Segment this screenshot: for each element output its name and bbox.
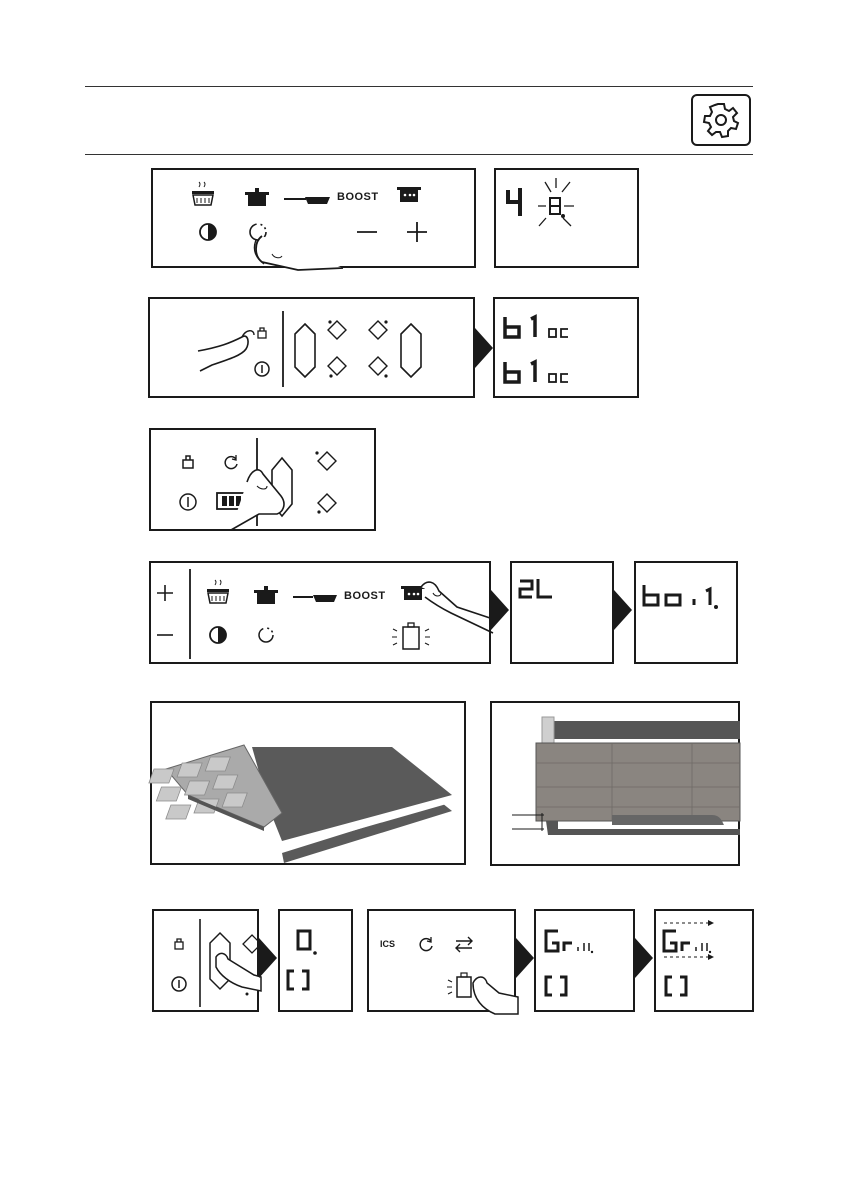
G-glyph — [546, 931, 558, 951]
arrow-right-icon — [635, 938, 655, 978]
lock-icon — [183, 456, 193, 468]
control-panel-row6a — [152, 909, 259, 1012]
one-glyph-2 — [531, 362, 535, 382]
digit-4 — [508, 188, 522, 216]
power-icon — [255, 362, 269, 376]
power-icon — [172, 977, 186, 991]
basket-icon — [207, 580, 229, 603]
tray-illustration — [490, 701, 740, 866]
zone-key-1 — [328, 321, 346, 339]
b-glyph-2 — [505, 362, 519, 382]
zone-key-2 — [318, 494, 336, 512]
display-row2 — [493, 297, 639, 398]
control-panel-row2 — [148, 297, 475, 398]
timer-icon — [210, 627, 226, 643]
refresh-icon — [225, 455, 237, 469]
control-panel-row3 — [149, 428, 376, 531]
zero-glyph — [298, 931, 310, 949]
grill-pot-icon — [401, 586, 425, 600]
b-glyph-1 — [505, 317, 519, 337]
grill-pot-icon — [397, 187, 421, 202]
filter-alert-icon — [447, 973, 471, 997]
display-row4a — [510, 561, 614, 664]
slider-right — [401, 324, 421, 377]
slider-left — [295, 324, 315, 377]
boost-label: BOOST — [344, 590, 386, 602]
hand-pointer-icon — [473, 977, 518, 1014]
empty-bracket-glyph — [546, 977, 566, 995]
filter-alert-icon — [392, 623, 430, 649]
digit-8 — [550, 198, 560, 214]
zone-key-4 — [369, 357, 387, 375]
pot-icon — [254, 586, 278, 604]
display-row6c — [654, 909, 754, 1012]
ics-label: ICS — [380, 939, 396, 949]
power-dial-icon — [259, 628, 273, 642]
letter-L — [538, 579, 552, 597]
r-glyph — [682, 943, 690, 951]
zone-key-1 — [318, 452, 336, 470]
boost-label: BOOST — [337, 191, 379, 203]
empty-bracket-glyph — [288, 971, 308, 989]
o-glyph — [666, 595, 680, 605]
hand-pointer-icon — [254, 236, 343, 270]
display-row4b — [634, 561, 738, 664]
display-row6a — [278, 909, 353, 1012]
pan-icon — [293, 595, 337, 602]
timer-icon — [200, 224, 216, 240]
empty-bracket-glyph — [666, 977, 686, 995]
dot-indicator — [561, 214, 565, 218]
header-bottom-rule — [85, 154, 753, 155]
swap-arrows-icon — [456, 937, 472, 952]
arrow-right-icon — [614, 590, 634, 630]
gear-icon — [691, 94, 751, 146]
basket-icon — [192, 182, 214, 205]
b-glyph — [644, 585, 658, 605]
header-top-rule — [85, 86, 753, 87]
wood-tray — [536, 743, 740, 821]
display-row6b — [534, 909, 635, 1012]
arrow-right-icon — [516, 938, 536, 978]
lock-icon — [175, 939, 183, 949]
one-glyph — [706, 589, 710, 605]
hand-pointer-icon — [198, 331, 254, 371]
refresh-icon — [420, 937, 432, 951]
settings-badge — [691, 94, 751, 146]
pan-icon — [284, 197, 330, 204]
arrow-right-icon — [475, 328, 495, 368]
plus-icon — [407, 222, 427, 242]
zone-key-3 — [328, 357, 346, 375]
lock-icon — [258, 328, 266, 338]
blink-rays-icon — [538, 178, 574, 226]
arrow-right-icon — [259, 938, 279, 978]
control-panel-row4 — [149, 561, 491, 664]
hand-pointer-icon — [421, 582, 493, 633]
plus-icon — [157, 585, 173, 601]
power-icon — [180, 494, 196, 510]
pot-icon — [245, 188, 269, 206]
one-glyph-1 — [531, 317, 535, 337]
digit-2 — [520, 581, 532, 597]
G-glyph — [664, 931, 676, 951]
display-row1 — [494, 168, 639, 268]
r-glyph — [564, 943, 572, 951]
arrow-right-icon — [491, 590, 511, 630]
filter-illustration — [150, 701, 466, 865]
control-panel-row1 — [151, 168, 476, 268]
zone-key-2 — [369, 321, 387, 339]
control-panel-row6b — [367, 909, 516, 1012]
